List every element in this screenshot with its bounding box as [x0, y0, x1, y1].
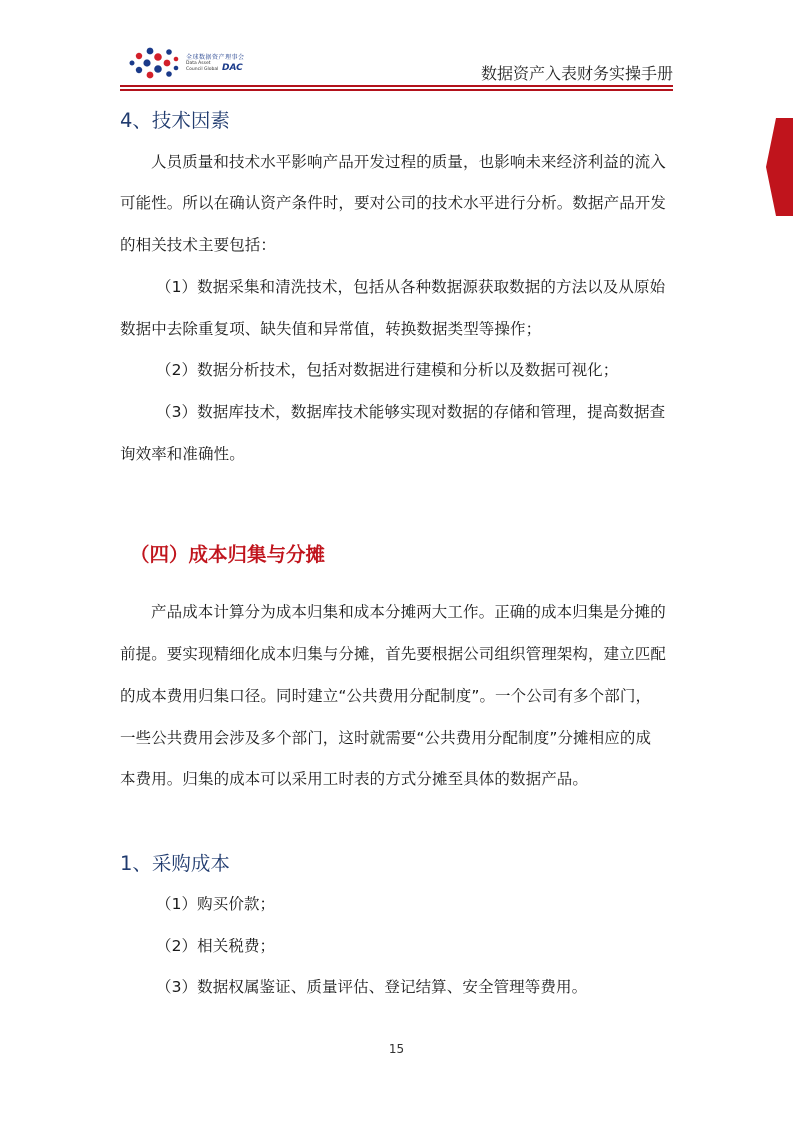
header-rule-thin — [120, 89, 673, 91]
paragraph-line: 人员质量和技术水平影响产品开发过程的质量，也影响未来经济利益的流入 — [151, 153, 666, 171]
paragraph-line: 的相关技术主要包括： — [120, 236, 277, 254]
logo-en-text-2: Council Global — [186, 67, 219, 72]
dac-logo-dots-icon — [128, 46, 184, 80]
dac-logo — [128, 46, 268, 80]
list-item: （2）数据分析技术，包括对数据进行建模和分析以及数据可视化； — [156, 361, 619, 379]
page-header — [120, 42, 673, 92]
paragraph-line: 前提。要实现精细化成本归集与分摊，首先要根据公司组织管理架构，建立匹配 — [120, 645, 667, 663]
list-item: （3）数据权属鉴证、质量评估、登记结算、安全管理等费用。 — [156, 978, 588, 996]
document-title: 数据资产入表财务实操手册 — [480, 64, 673, 83]
list-item: （1）数据采集和清洗技术，包括从各种数据源获取数据的方法以及从原始 — [156, 278, 666, 296]
heading-purchase-cost: 1、采购成本 — [120, 852, 230, 875]
logo-cn-text: 全球数据资产理事会 — [186, 54, 245, 61]
side-tab-decoration — [766, 118, 793, 216]
list-item: （2）相关税费； — [156, 937, 276, 955]
paragraph-line: 一些公共费用会涉及多个部门，这时就需要“公共费用分配制度”分摊相应的成 — [120, 729, 652, 747]
logo-dac-text: DAC — [222, 63, 243, 73]
page-number: 15 — [388, 1042, 405, 1056]
header-rule-thick — [120, 85, 673, 87]
paragraph-line: 本费用。归集的成本可以采用工时表的方式分摊至具体的数据产品。 — [120, 770, 589, 788]
paragraph-line: 询效率和准确性。 — [120, 445, 245, 463]
paragraph-line: 的成本费用归集口径。同时建立“公共费用分配制度”。一个公司有多个部门， — [120, 687, 652, 705]
paragraph-line: 产品成本计算分为成本归集和成本分摊两大工作。正确的成本归集是分摊的 — [151, 603, 666, 621]
paragraph-line: 数据中去除重复项、缺失值和异常值，转换数据类型等操作； — [120, 320, 542, 338]
heading-cost-allocation: （四）成本归集与分摊 — [130, 543, 326, 566]
logo-en-text-1: Data Asset — [186, 61, 211, 66]
list-item: （1）购买价款； — [156, 895, 276, 913]
paragraph-line: 可能性。所以在确认资产条件时，要对公司的技术水平进行分析。数据产品开发 — [120, 194, 667, 212]
heading-tech-factors: 4、技术因素 — [120, 109, 230, 132]
list-item: （3）数据库技术，数据库技术能够实现对数据的存储和管理，提高数据查 — [156, 403, 666, 421]
